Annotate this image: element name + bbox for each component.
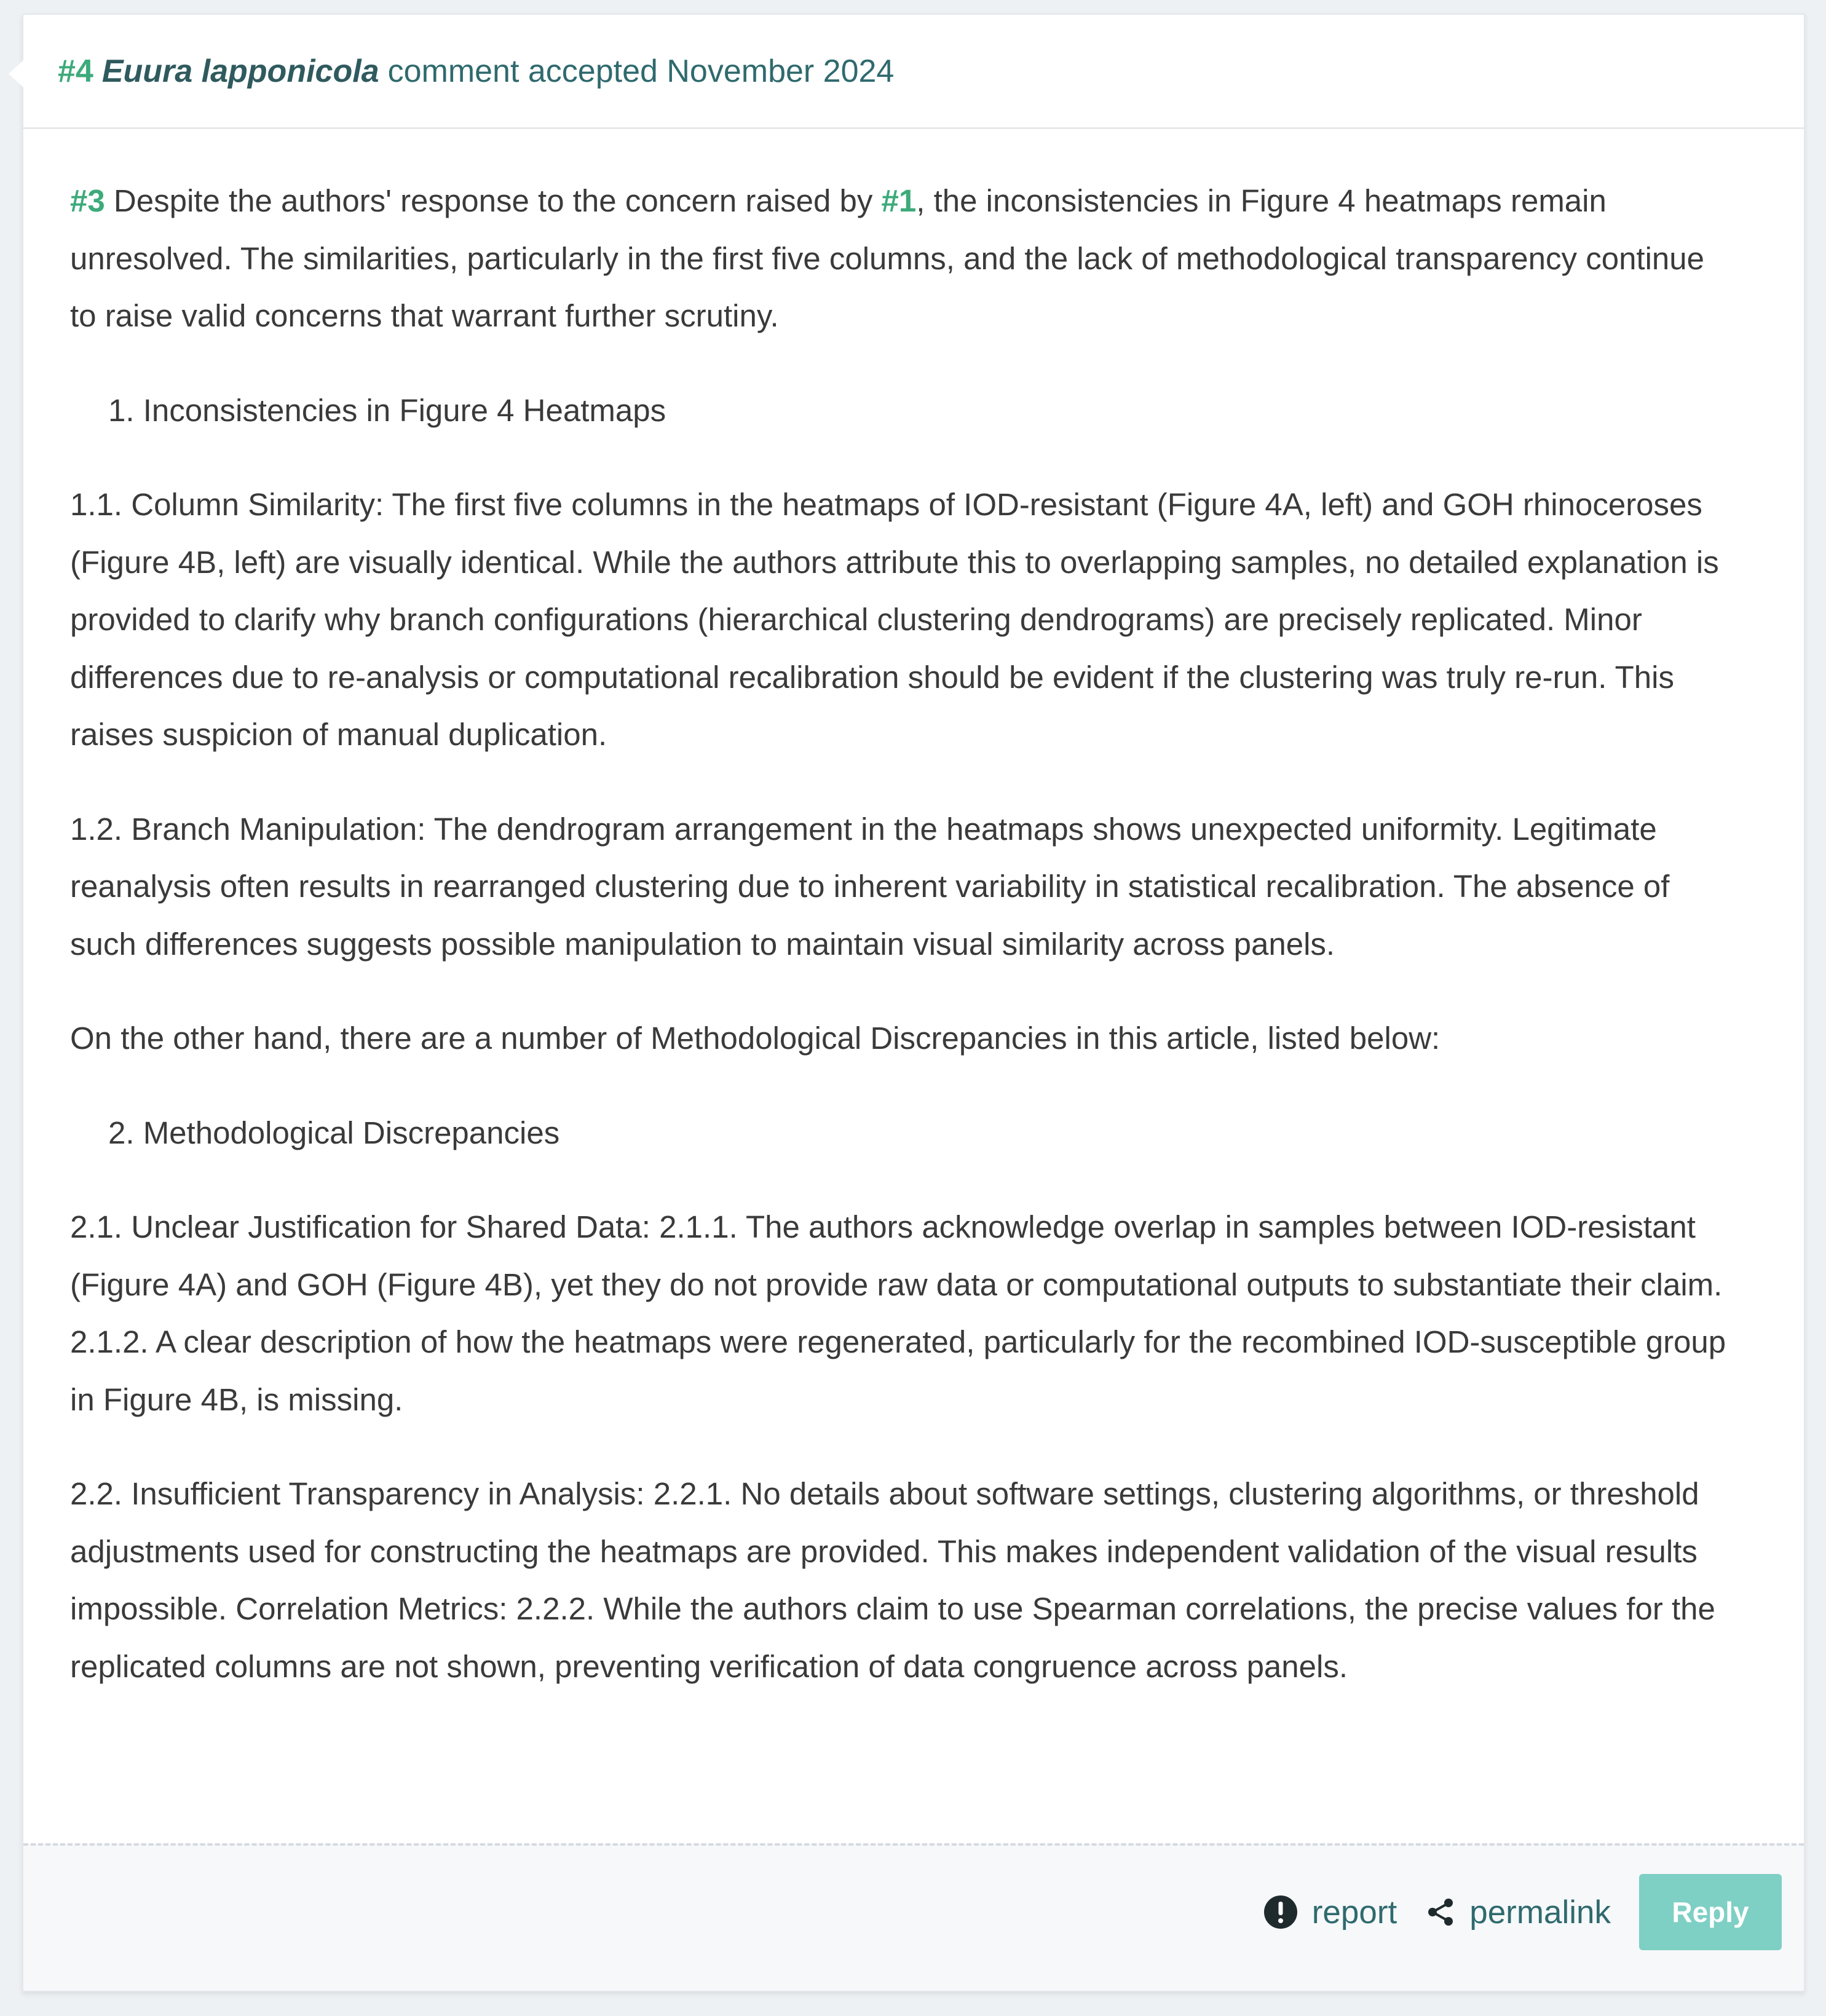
transition-paragraph: On the other hand, there are a number of Methodological Discrepancies in this article, listed below: xyxy=(70,1021,1441,1056)
report-label[interactable]: report xyxy=(1311,1894,1397,1931)
share-icon xyxy=(1425,1897,1456,1927)
comment-author[interactable]: Euura lapponicola xyxy=(101,53,379,89)
reply-button[interactable]: Reply xyxy=(1639,1874,1782,1950)
comment-status: comment accepted November 2024 xyxy=(387,53,895,89)
intro-paragraph xyxy=(70,172,1736,345)
intro-text-part2: , the inconsistencies in Figure 4 heatmaps remain unresolved. The similarities, particularly in the first five columns, and the lack of methodological transparency continue to raise valid concerns that warrant further scrutiny. xyxy=(70,183,1705,333)
permalink-link[interactable] xyxy=(1425,1894,1611,1931)
section-heading-2: 2. Methodological Discrepancies xyxy=(108,1115,560,1150)
comment-number[interactable]: #4 xyxy=(58,53,93,89)
intro-text-part1: Despite the authors' response to the concern raised by xyxy=(105,183,882,218)
paragraph-2-1: 2.1. Unclear Justification for Shared Data: 2.1.1. The authors acknowledge overlap in samples between IOD-resistant (Figure 4A) and GOH (Figure 4B), yet they do not provide raw data or computational outputs to substantiate their claim. 2.1.2. A clear description of how the heatmaps were regenerated, particularly for the recombined IOD-susceptible group in Figure 4B, is missing. xyxy=(70,1209,1726,1417)
report-link[interactable] xyxy=(1263,1894,1397,1931)
comment-actions xyxy=(1263,1874,1782,1950)
permalink-label[interactable]: permalink xyxy=(1469,1894,1611,1931)
paragraph-1-1: 1.1. Column Similarity: The first five columns in the heatmaps of IOD-resistant (Figure 4A, left) and GOH rhinoceroses (Figure 4B, left) are visually identical. While the authors attribute this to overlapping samples, no detailed explanation is provided to clarify why branch configurations (hierarchical clustering dendrograms) are precisely replicated. Minor differences due to re-analysis or computational recalibration should be evident if the clustering was truly re-run. This raises suspicion of manual duplication. xyxy=(70,487,1719,752)
comment-header xyxy=(23,15,1804,129)
comment-footer xyxy=(23,1843,1804,1991)
reference-link-3[interactable]: #3 xyxy=(70,183,105,218)
reference-link-1[interactable]: #1 xyxy=(881,183,917,218)
comment-body xyxy=(23,129,1804,1695)
section-heading-1: 1. Inconsistencies in Figure 4 Heatmaps xyxy=(108,392,666,428)
comment-card xyxy=(22,14,1805,1992)
exclamation-circle-icon xyxy=(1263,1894,1298,1930)
paragraph-2-2: 2.2. Insufficient Transparency in Analysis: 2.2.1. No details about software settings, clustering algorithms, or threshold adjustments used for constructing the heatmaps are provided. This makes independent validation of the visual results impossible. Correlation Metrics: 2.2.2. While the authors claim to use Spearman correlations, the precise values for the replicated columns are not shown, preventing verification of data congruence across panels. xyxy=(70,1476,1715,1684)
paragraph-1-2: 1.2. Branch Manipulation: The dendrogram arrangement in the heatmaps shows unexpected uniformity. Legitimate reanalysis often results in rearranged clustering due to inherent variability in statistical recalibration. The absence of such differences suggests possible manipulation to maintain visual similarity across panels. xyxy=(70,811,1670,962)
